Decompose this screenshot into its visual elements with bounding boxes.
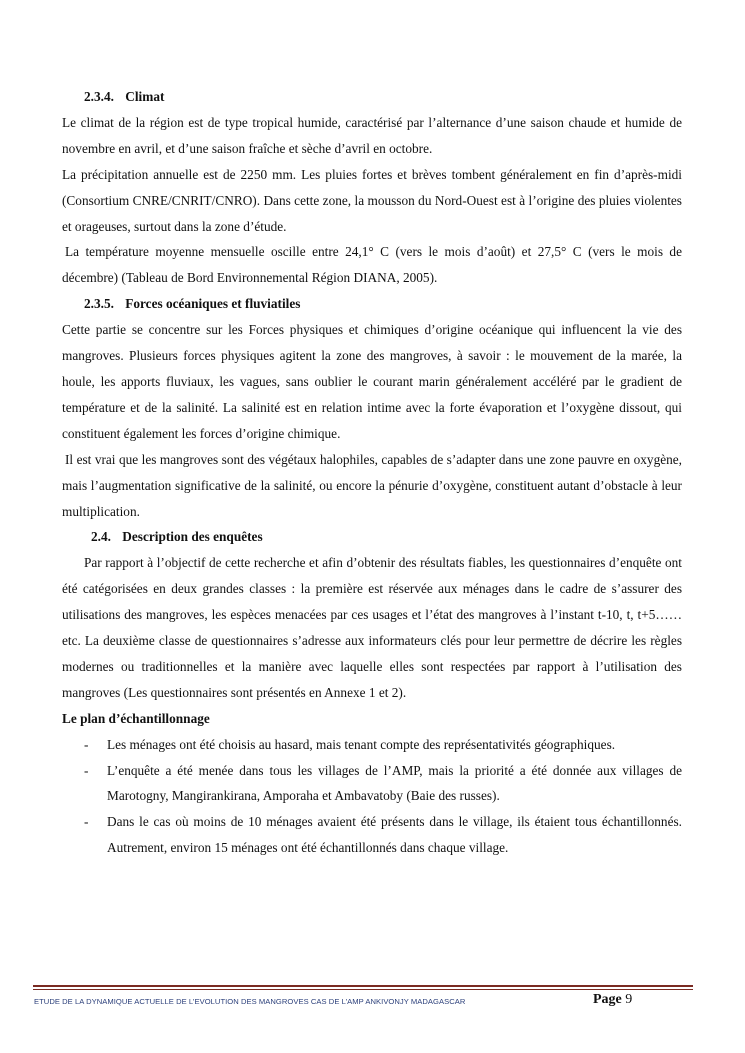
list-item-text: Les ménages ont été choisis au hasard, mais tenant compte des représentativités géographiques. — [107, 736, 616, 752]
dash-bullet: - — [84, 762, 89, 778]
page-number: 9 — [625, 992, 633, 1007]
paragraph-forces-physiques: Cette partie se concentre sur les Forces physiques et chimiques d’origine océanique qui influencent la vie des mangroves. Plusieurs forces physiques agitent la zone des mangroves, à savoir : le mouvement de la marée, la houle, les apports fluviaux, les vagues, sans oublier le courant marin généralement accéléré par le gradient de température et de la salinité. La salinité est en relation intime avec la forte évaporation et l’oxygène dissout, qui constituent également les forces d’origine chimique. — [62, 322, 682, 441]
list-item-text: L’enquête a été menée dans tous les villages de l’AMP, mais la priorité a été donnée aux villages de Marotogny, Mangirankirana, Amporaha et Ambavatoby (Baie des russes). — [107, 762, 682, 804]
heading-plan-echantillonnage: Le plan d’échantillonnage — [62, 710, 210, 726]
heading-description-enquetes — [62, 524, 682, 550]
list-item — [84, 758, 682, 810]
paragraph-halophiles: Il est vrai que les mangroves sont des végétaux halophiles, capables de s’adapter dans une zone pauvre en oxygène, mais l’augmentation significative de la salinité, ou encore la pénurie d’oxygène, constituent autant d’obstacle à leur multiplication. — [62, 451, 682, 519]
paragraph-climat-type: Le climat de la région est de type tropical humide, caractérisé par l’alternance d’une saison chaude et humide de novembre en avril, et d’une saison fraîche et sèche d’avril en octobre. — [62, 114, 682, 156]
page-body — [62, 84, 682, 861]
heading-climat — [62, 84, 682, 110]
list-item — [84, 732, 682, 758]
heading-number: 2.3.4. — [84, 89, 114, 104]
heading-title: Climat — [125, 89, 165, 104]
paragraph-precipitation: La précipitation annuelle est de 2250 mm. Les pluies fortes et brèves tombent généralement en fin d’après-midi (Consortium CNRE/CNRIT/CNRO). Dans cette zone, la mousson du Nord-Ouest est à l’origine des pluies violentes et orageuses, surtout dans la zone d’étude. — [62, 166, 682, 234]
heading-forces-oceaniques — [62, 291, 682, 317]
dash-bullet: - — [84, 814, 89, 830]
list-item-text: Dans le cas où moins de 10 ménages avaient été présents dans le village, ils étaient tous échantillonnés. Autrement, environ 15 ménages ont été échantillonnés dans chaque village. — [107, 814, 682, 856]
footer-document-title: ETUDE DE LA DYNAMIQUE ACTUELLE DE L’EVOLUTION DES MANGROVES CAS DE L’AMP ANKIVONJY MADAGASCAR — [34, 997, 466, 1006]
footer-page-number — [593, 992, 632, 1008]
footer-rule-thin — [33, 989, 693, 990]
page-label: Page — [593, 992, 622, 1007]
sampling-list — [62, 732, 682, 862]
dash-bullet: - — [84, 736, 89, 752]
paragraph-questionnaires: Par rapport à l’objectif de cette recherche et afin d’obtenir des résultats fiables, les questionnaires d’enquête ont été catégorisées en deux grandes classes : la première est réservée aux ménages dans le cadre de s’assurer des utilisations des mangroves, les espèces menacées par ces usages et l’état des mangroves à l’instant t-10, t, t+5……etc. La deuxième classe de questionnaires s’adresse aux informateurs clés pour leur permettre de décrire les règles modernes ou traditionnelles et la manière avec laquelle elles sont respectées par rapport à l’utilisation des mangroves (Les questionnaires sont présentés en Annexe 1 et 2). — [62, 555, 682, 700]
heading-number: 2.4. — [91, 529, 111, 545]
heading-title: Forces océaniques et fluviatiles — [125, 296, 301, 312]
heading-title: Description des enquêtes — [122, 529, 263, 545]
heading-number: 2.3.5. — [84, 296, 114, 312]
footer-rule-thick — [33, 985, 693, 987]
paragraph-temperature: La température moyenne mensuelle oscille entre 24,1° C (vers le mois d’août) et 27,5° C (vers le mois de décembre) (Tableau de Bord Environnemental Région DIANA, 2005). — [62, 244, 682, 286]
list-item — [84, 809, 682, 861]
